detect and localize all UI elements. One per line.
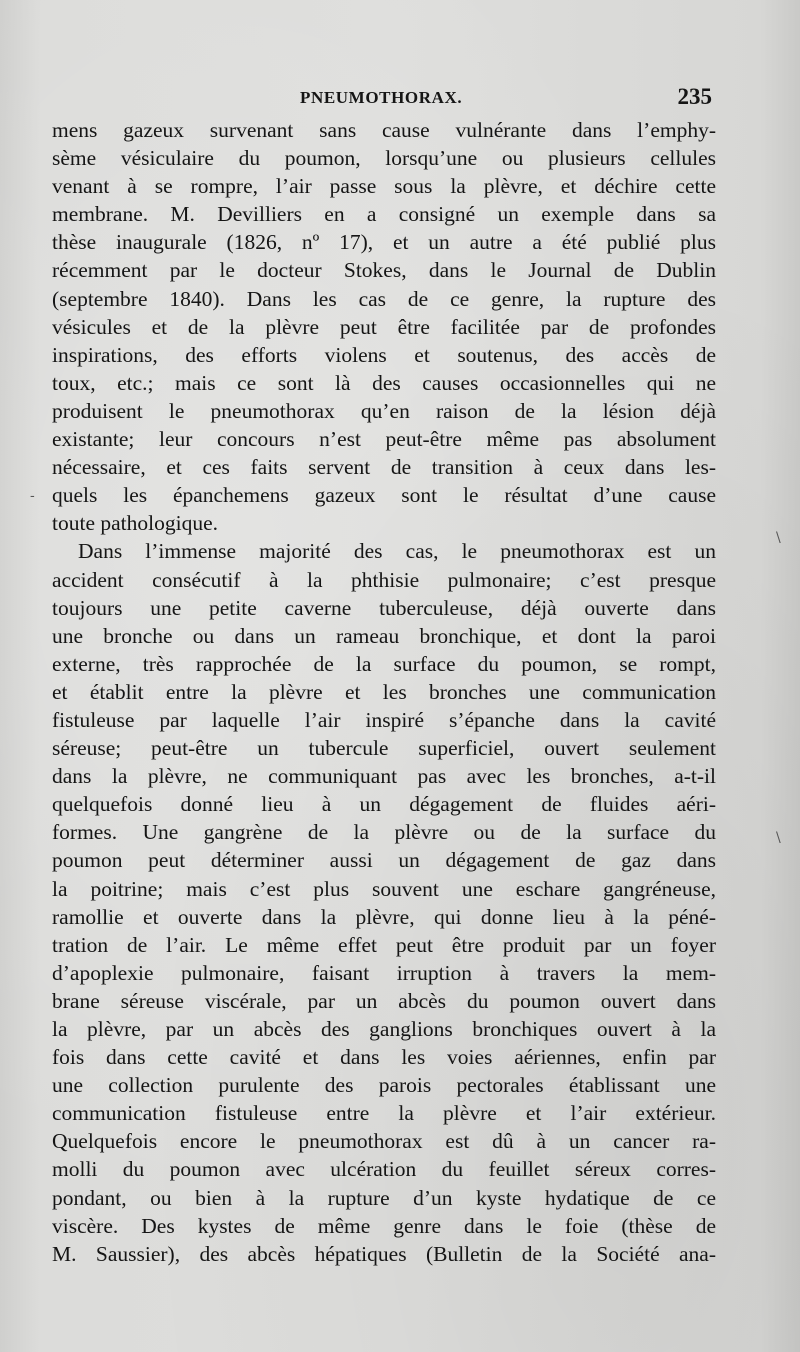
text-line: une bronche ou dans un rameau bronchique, et dont la paroi [52,623,716,648]
text-line: sème vésiculaire du poumon, lorsqu’une ou plusieurs cellules [52,146,716,171]
text-line: Dans l’immense majorité des cas, le pneumothorax est un [78,539,716,564]
text-line: poumon peut déterminer aussi un dégagement de gaz dans [52,848,716,873]
page-number: 235 [677,84,712,109]
text-line: récemment par le docteur Stokes, dans le Journal de Dublin [52,258,716,283]
text-line: externe, très rapprochée de la surface du poumon, se rompt, [52,651,716,676]
text-line: toute pathologique. [52,511,218,536]
text-line: thèse inaugurale (1826, nº 17), et un autre a été publié plus [52,230,716,255]
text-line: existante; leur concours n’est peut-être même pas absolument [52,427,716,452]
text-line: inspirations, des efforts violens et soutenus, des accès de [52,342,716,367]
text-line: produisent le pneumothorax qu’en raison de la lésion déjà [52,398,716,423]
text-line: toujours une petite caverne tuberculeuse, déjà ouverte dans [52,595,716,620]
margin-tick-mark: \ [776,530,781,546]
text-line: molli du poumon avec ulcération du feuillet séreux corres- [52,1157,716,1182]
text-line: nécessaire, et ces faits servent de transition à ceux dans les- [52,455,716,480]
page-header [52,84,716,112]
body-text [52,116,716,1268]
text-line: membrane. M. Devilliers en a consigné un exemple dans sa [52,202,716,227]
text-line: accident consécutif à la phthisie pulmonaire; c’est presque [52,567,716,592]
text-line: quelquefois donné lieu à un dégagement de fluides aéri- [52,792,716,817]
running-head: PNEUMOTHORAX. [300,88,463,107]
text-line: la plèvre, par un abcès des ganglions bronchiques ouvert à la [52,1017,716,1041]
text-line: venant à se rompre, l’air passe sous la plèvre, et déchire cette [52,174,716,199]
text-line: toux, etc.; mais ce sont là des causes occasionnelles qui ne [52,370,716,395]
text-line: communication fistuleuse entre la plèvre et l’air extérieur. [52,1101,716,1126]
text-line: séreuse; peut-être un tubercule superficiel, ouvert seulement [52,736,716,761]
text-line: formes. Une gangrène de la plèvre ou de la surface du [52,820,716,845]
text-line: ramollie et ouverte dans la plèvre, qui donne lieu à la péné- [52,904,716,929]
text-line: tration de l’air. Le même effet peut être produit par un foyer [52,932,716,957]
margin-dash-mark: - [30,488,35,504]
text-line: mens gazeux survenant sans cause vulnérante dans l’emphy- [52,118,716,142]
text-line: vésicules et de la plèvre peut être facilitée par de profondes [52,314,716,339]
text-line: (septembre 1840). Dans les cas de ce genre, la rupture des [52,286,716,311]
text-line: dans la plèvre, ne communiquant pas avec les bronches, a-t-il [52,764,716,789]
text-line: brane séreuse viscérale, par un abcès du poumon ouvert dans [52,988,716,1013]
text-line: M. Saussier), des abcès hépatiques (Bulletin de la Société ana- [52,1241,716,1266]
text-line: pondant, ou bien à la rupture d’un kyste hydatique de ce [52,1185,716,1210]
text-line: fistuleuse par laquelle l’air inspiré s’épanche dans la cavité [52,707,716,732]
text-line: viscère. Des kystes de même genre dans le foie (thèse de [52,1213,716,1238]
text-line: d’apoplexie pulmonaire, faisant irruption à travers la mem- [52,960,716,985]
text-line: fois dans cette cavité et dans les voies aériennes, enfin par [52,1045,716,1070]
text-line: quels les épanchemens gazeux sont le résultat d’une cause [52,483,716,508]
text-line: la poitrine; mais c’est plus souvent une eschare gangréneuse, [52,876,716,901]
text-line: Quelquefois encore le pneumothorax est dû à un cancer ra- [52,1129,716,1154]
text-line: et établit entre la plèvre et les bronches une communication [52,679,716,704]
text-line: une collection purulente des parois pectorales établissant une [52,1073,716,1098]
margin-tick-mark: \ [776,830,781,846]
